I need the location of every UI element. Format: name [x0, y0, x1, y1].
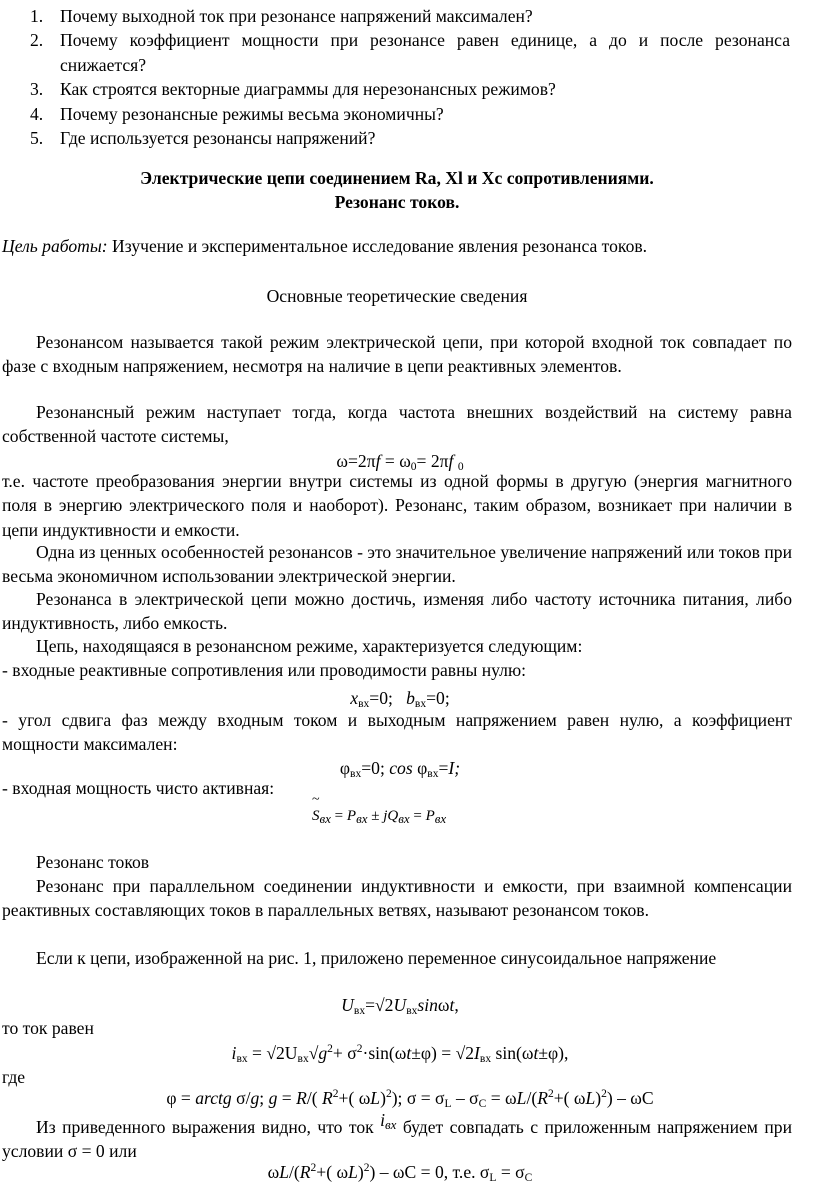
formula-resonance-condition: $\omega L/(R^2+$( ωL)$^2$) – ωC = 0, т.е. $\sigma_L = \sigma_C$ — [267, 1162, 533, 1184]
section-heading-line2: Резонанс токов. — [334, 192, 460, 213]
paragraph-current-equals: то ток равен — [2, 1018, 94, 1038]
list-item — [30, 4, 790, 28]
list-item-number: 5. — [30, 128, 44, 149]
theory-title: Основные теоретические сведения — [266, 286, 528, 306]
subsection-title-resonance-currents: Резонанс токов — [36, 852, 150, 872]
list-item — [30, 77, 790, 101]
list-item-number: 1. — [30, 6, 44, 26]
formula-where: φ = arctg σ/g; g = R/( $R^2+$( ωL)$^2$); $\sigma = \sigma_L - \sigma_C = \omega L/(R^2+$( ωL)$^2$) – ωC — [166, 1088, 654, 1110]
paragraph-resonance-feature: Одна из ценных особенностей резонансов - это значительное увеличение напряжений или токов при весьма экономичном использовании электрической энергии. — [2, 542, 792, 587]
formula-current: $i_{вх} = √2U_{вх}√g^2+ \sigma^2\cdot\sin(\omega t\pm\varphi) = √2I_{вх}$ sin(ωt±φ), — [231, 1043, 569, 1065]
paragraph-resonance-methods: Резонанса в электрической цепи можно достичь, изменяя либо частоту источника питания, либо индуктивность, либо емкость. — [2, 589, 792, 634]
list-item-number: 3. — [30, 79, 44, 100]
list-item-text: Почему коэффициент мощности при резонансе равен единице, а до и после резонанса снижается? — [60, 30, 790, 75]
formula-phi: $\varphi_{вх}=0$; $\cos \varphi_{вх}=I$; — [339, 758, 461, 780]
section-heading — [2, 166, 792, 215]
list-item — [30, 126, 790, 150]
list-item — [30, 28, 790, 77]
formula-power: ~ $S_{вх} = P_{вх} \pm jQ_{вх} = P_{вх}$ — [312, 792, 447, 826]
paragraph-where: где — [2, 1067, 26, 1087]
paragraph-conclusion: Из приведенного выражения видно, что ток $i_{вх}$ будет совпадать с приложенным напряжением при условии σ = 0 или — [2, 1110, 792, 1162]
paragraph-resonance-characteristics: Цепь, находящаяся в резонансном режиме, характеризуется следующим: — [36, 636, 583, 656]
list-item — [30, 102, 790, 126]
goal-line — [2, 234, 792, 258]
paragraph-voltage-applied: Если к цепи, изображенной на рис. 1, приложено переменное синусоидальное напряжение — [36, 948, 717, 968]
paragraph-resonance-definition: Резонансом называется такой режим электрической цепи, при которой входной ток совпадает по фазе с входным напряжением, несмотря на наличие в цепи реактивных элементов. — [2, 332, 792, 377]
section-heading-line1: Электрические цепи соединением Ra, Xl и Xc сопротивлениями. — [140, 168, 654, 188]
paragraph-current-resonance-definition: Резонанс при параллельном соединении индуктивности и емкости, при взаимной компенсации реактивных составляющих токов в параллельных ветвях, называют резонансом токов. — [2, 876, 792, 921]
bullet-reactive-zero: - входные реактивные сопротивления или проводимости равны нулю: — [2, 660, 526, 680]
list-item-text: Как строятся векторные диаграммы для нерезонансных режимов? — [60, 79, 556, 100]
formula-voltage: $U_{вх}=√2U_{вх}\sin\omega t$, — [341, 995, 459, 1017]
inline-formula-i: $i_{вх}$ — [380, 1110, 397, 1132]
goal-text: Изучение и экспериментальное исследование явления резонанса токов. — [107, 236, 648, 256]
paragraph-resonance-condition: Резонансный режим наступает тогда, когда частота внешних воздействий на систему равна собственной частоте системы, — [2, 402, 792, 447]
list-item-text: Почему выходной ток при резонансе напряжений максимален? — [60, 6, 533, 26]
list-item-text: Почему резонансные режимы весьма экономичны? — [60, 103, 444, 124]
list-item-text: Где используется резонансы напряжений? — [60, 128, 376, 149]
paragraph-energy-conversion: т.е. частоте преобразования энергии внутри системы из одной формы в другую (энергия магнитного поля в энергию электрического поля и наоборот). Резонанс, таким образом, возникает при наличии в цепи индуктивности и емкости. — [2, 471, 792, 540]
list-item-number: 2. — [30, 30, 44, 51]
bullet-phase-angle: - угол сдвига фаз между входным током и выходным напряжением равен нулю, а коэффициент мощности максимален: — [2, 710, 792, 755]
formula-omega: $\omega=2\pi f = \omega_0= 2\pi f$ $_0$ — [336, 451, 464, 473]
bullet-active-power: - входная мощность чисто активная: — [2, 778, 275, 798]
formula-xb: $x_{вх}=0$; $b_{вх}=0$; — [350, 688, 450, 710]
tilde-mark: ~ — [312, 792, 320, 807]
questions-list — [30, 4, 790, 150]
list-item-number: 4. — [30, 103, 44, 124]
goal-label: Цель работы: — [2, 236, 108, 256]
